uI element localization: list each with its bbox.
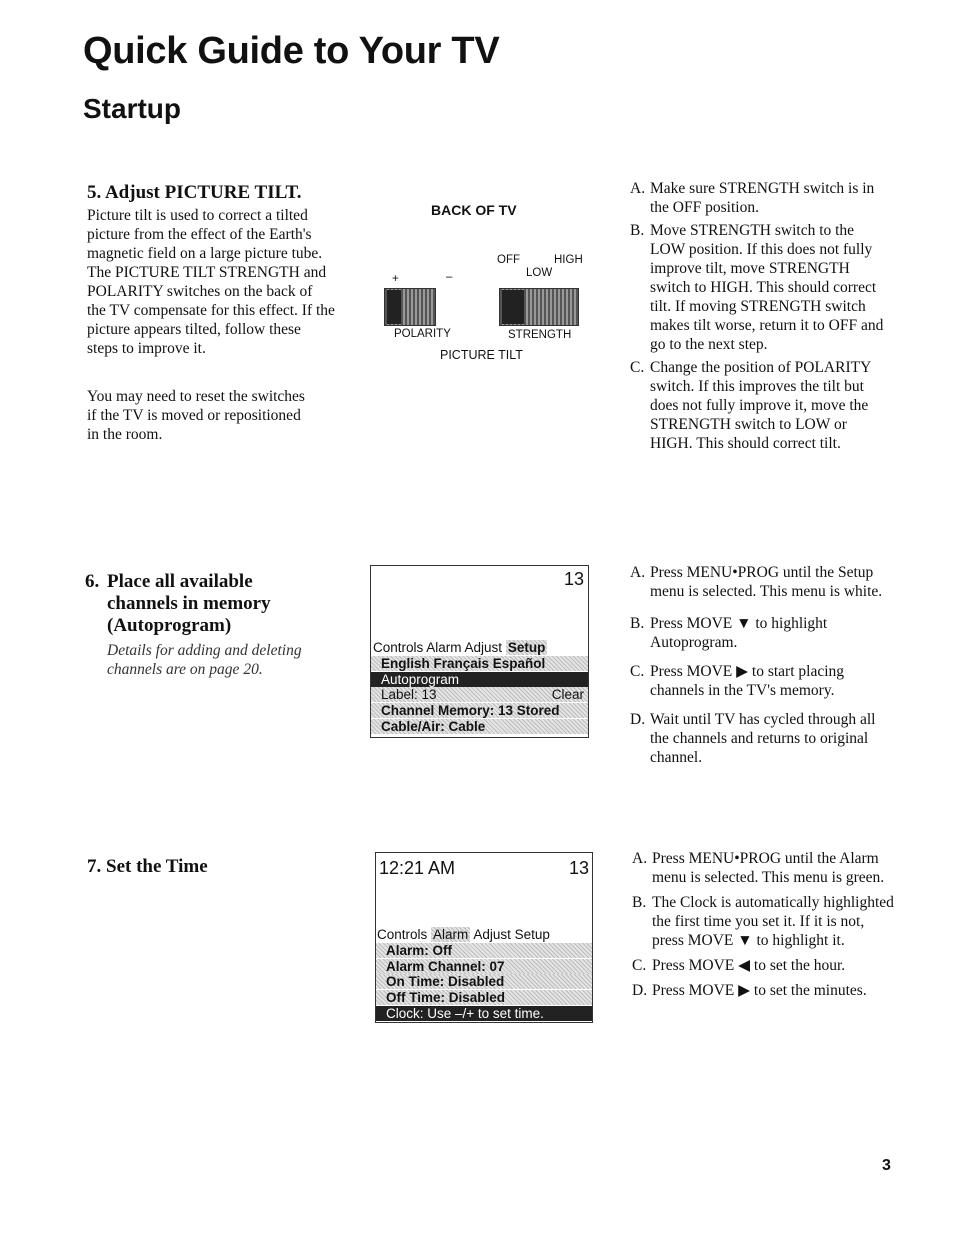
list-item: D. Press MOVE ▶ to set the minutes.	[632, 982, 867, 999]
label-item: Label: 13 Clear	[371, 687, 588, 702]
channel-number: 13	[568, 858, 589, 878]
back-of-tv-label: BACK OF TV	[431, 202, 517, 218]
step6-heading-number: 6.	[85, 571, 100, 592]
low-label: LOW	[526, 267, 553, 279]
list-item: B. The Clock is automatically highlighted the first time you set it. If it is not, press MOVE ▼ to highlight it.	[632, 894, 894, 949]
clock-time: 12:21 AM	[379, 858, 456, 878]
alarm-menu-screen	[375, 852, 593, 1023]
setup-tab: Setup	[507, 640, 546, 655]
channel-number: 13	[563, 569, 584, 589]
list-item: A. Press MENU•PROG until the Alarm menu is selected. This menu is green.	[632, 850, 885, 886]
channel-memory-item: Channel Memory: 13 Stored	[371, 703, 588, 718]
strength-switch	[499, 288, 579, 326]
language-options: English Français Español	[371, 656, 588, 671]
step5-instructions	[630, 179, 892, 453]
step6-heading: Place all available channels in memory (Autoprogram)	[107, 571, 271, 636]
list-item: B. Move STRENGTH switch to the LOW position. If this does not fully improve tilt, move STRENGTH switch to HIGH. This should correct tilt. If moving STRENGTH switch makes tilt worse, return it to OFF and go to the next step.	[630, 222, 884, 353]
on-time-item: On Time: Disabled	[376, 974, 592, 989]
alarm-channel-item: Alarm Channel: 07	[376, 959, 592, 974]
plus-label: +	[392, 273, 399, 285]
list-item: C. Press MOVE ▶ to start placing channels in the TV's memory.	[630, 663, 845, 699]
strength-label: STRENGTH	[508, 329, 572, 341]
off-time-item: Off Time: Disabled	[376, 990, 592, 1005]
list-item: A. Press MENU•PROG until the Setup menu is selected. This menu is white.	[630, 564, 883, 600]
alarm-item: Alarm: Off	[376, 943, 592, 958]
minus-label: –	[446, 271, 453, 283]
step6-instructions	[630, 563, 892, 767]
step7-heading: 7. Set the Time	[87, 856, 208, 877]
menu-bar: Controls Alarm Adjust Setup	[377, 927, 550, 942]
page-title: Quick Guide to Your TV	[83, 30, 500, 72]
step6-note: Details for adding and deleting channels are on page 20.	[107, 642, 302, 678]
list-item: C. Press MOVE ◀ to set the hour.	[632, 957, 846, 974]
polarity-switch	[384, 288, 436, 326]
step5-heading: 5. Adjust PICTURE TILT.	[87, 182, 302, 203]
menu-bar: Controls Alarm Adjust Setup	[373, 640, 546, 655]
setup-menu-screen	[370, 565, 589, 738]
page-number: 3	[882, 1157, 891, 1174]
list-item: C. Change the position of POLARITY switch. If this improves the tilt but does not fully improve it, move the STRENGTH switch to LOW or HIGH. This should correct tilt.	[630, 359, 871, 452]
step5-note: You may need to reset the switches if the TV is moved or repositioned in the room.	[87, 388, 305, 443]
off-label: OFF	[497, 254, 520, 266]
strength-switch-knob	[502, 290, 524, 324]
polarity-switch-knob	[387, 290, 401, 324]
step7-instructions	[632, 849, 894, 1000]
picture-tilt-label: PICTURE TILT	[440, 348, 523, 362]
autoprogram-item: Autoprogram	[371, 672, 588, 687]
list-item: B. Press MOVE ▼ to highlight Autoprogram.	[630, 615, 828, 651]
high-label: HIGH	[554, 254, 583, 266]
alarm-tab: Alarm	[433, 927, 469, 942]
list-item: A. Make sure STRENGTH switch is in the OFF position.	[630, 180, 875, 216]
list-item: D. Wait until TV has cycled through all the channels and returns to original channel.	[630, 711, 876, 766]
cable-air-item: Cable/Air: Cable	[371, 719, 588, 734]
clock-item: Clock: Use –/+ to set time.	[376, 1006, 592, 1021]
polarity-label: POLARITY	[394, 328, 451, 340]
section-subtitle: Startup	[83, 93, 181, 124]
step5-intro: Picture tilt is used to correct a tilted picture from the effect of the Earth's magnetic field on a large picture tube. The PICTURE TILT STRENGTH and POLARITY switches on the back of the TV compensate for this effect. If the picture appears tilted, follow these steps to improve it.	[87, 207, 335, 357]
